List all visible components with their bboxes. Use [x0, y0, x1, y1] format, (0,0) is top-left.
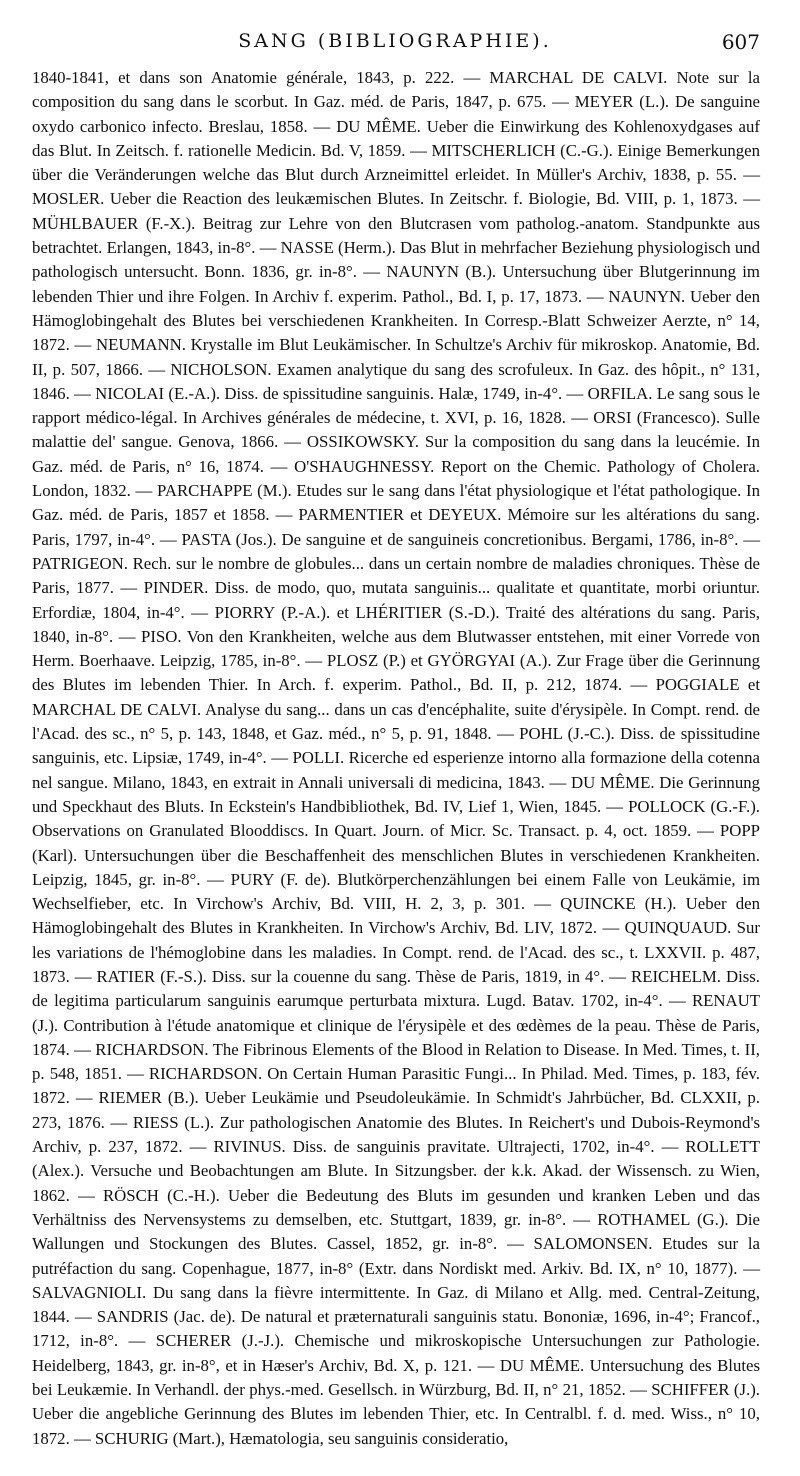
bibliography-text	[32, 66, 760, 1451]
bibliography-paragraph: 1840-1841, et dans son Anatomie générale, 1843, p. 222. — MARCHAL DE CALVI. Note sur la composition du sang dans le scorbut. In Gaz. méd. de Paris, 1847, p. 675. — MEYER (L.). De sanguine oxydo carbonico infecto. Breslau, 1858. — DU MÊME. Ueber die Einwirkung des Kohlenoxydgases auf das Blut. In Zeitsch. f. rationelle Medicin. Bd. V, 1859. — MITSCHERLICH (C.-G.). Einige Bemerkungen über die Veränderungen welche das Blut durch Arzneimittel erleidet. In Müller's Archiv, 1838, p. 55. — MOSLER. Ueber die Reaction des leukæmischen Blutes. In Zeitschr. f. Biologie, Bd. VIII, p. 1, 1873. — MÜHLBAUER (F.-X.). Beitrag zur Lehre von den Blutcrasen vom patholog.-anatom. Standpunkte aus betrachtet. Erlangen, 1843, in-8°. — NASSE (Herm.). Das Blut in mehrfacher Beziehung physiologisch und pathologisch untersucht. Bonn. 1836, gr. in-8°. — NAUNYN (B.). Untersuchung über Blutgerinnung im lebenden Thier und ihre Folgen. In Archiv f. experim. Pathol., Bd. I, p. 17, 1873. — NAUNYN. Ueber den Hämoglobingehalt des Blutes bei verschiedenen Krankheiten. In Corresp.-Blatt Schweizer Aerzte, n° 14, 1872. — NEUMANN. Krystalle im Blut Leukämischer. In Schultze's Archiv für mikroskop. Anatomie, Bd. II, p. 507, 1866. — NICHOLSON. Examen analytique du sang des scrofuleux. In Gaz. des hôpit., n° 131, 1846. — NICOLAI (E.-A.). Diss. de spissitudine sanguinis. Halæ, 1749, in-4°. — ORFILA. Le sang sous le rapport médico-légal. In Archives générales de médecine, t. XVI, p. 16, 1828. — ORSI (Francesco). Sulle malattie del' sangue. Genova, 1866. — OSSIKOWSKY. Sur la composition du sang dans la leucémie. In Gaz. méd. de Paris, n° 16, 1874. — O'SHAUGHNESSY. Report on the Chemic. Pathology of Cholera. London, 1832. — PARCHAPPE (M.). Etudes sur le sang dans l'état physiologique et l'état pathologique. In Gaz. méd. de Paris, 1857 et 1858. — PARMENTIER et DEYEUX. Mémoire sur les altérations du sang. Paris, 1797, in-4°. — PASTA (Jos.). De sanguine et de sanguineis concretionibus. Bergami, 1786, in-8°. — PATRIGEON. Rech. sur le nombre de globules... dans un certain nombre de maladies chroniques. Thèse de Paris, 1877. — PINDER. Diss. de modo, quo, mutata sanguinis... qualitate et quantitate, morbi oriuntur. Erfordiæ, 1804, in-4°. — PIORRY (P.-A.). et LHÉRITIER (S.-D.). Traité des altérations du sang. Paris, 1840, in-8°. — PISO. Von den Krankheiten, welche aus dem Blutwasser entstehen, mit einer Vorrede von Herm. Boerhaave. Leipzig, 1785, in-8°. — PLOSZ (P.) et GYÖRGYAI (A.). Zur Frage über die Gerinnung des Blutes im lebenden Thier. In Arch. f. experim. Pathol., Bd. II, p. 212, 1874. — POGGIALE et MARCHAL DE CALVI. Analyse du sang... dans un cas d'encéphalite, suite d'érysipèle. In Compt. rend. de l'Acad. des sc., n° 5, p. 143, 1848, et Gaz. méd., n° 5, p. 91, 1848. — POHL (J.-C.). Diss. de spissitudine sanguinis, etc. Lipsiæ, 1749, in-4°. — POLLI. Ricerche ed esperienze intorno alla formazione della cotenna nel sangue. Milano, 1843, en extrait in Annali universali di medicina, 1843. — DU MÊME. Die Gerinnung und Speckhaut des Bluts. In Eckstein's Handbibliothek, Bd. IV, Lief 1, Wien, 1845. — POLLOCK (G.-F.). Observations on Granulated Blooddiscs. In Quart. Journ. of Micr. Sc. Transact. p. 4, oct. 1859. — POPP (Karl). Untersuchungen über die Beschaffenheit des menschlichen Blutes in verschiedenen Krankheiten. Leipzig, 1845, gr. in-8°. — PURY (F. de). Blutkörperchenzählungen bei einem Falle von Leukämie, im Wechselfieber, etc. In Virchow's Archiv, Bd. VIII, H. 2, 3, p. 301. — QUINCKE (H.). Ueber den Hämoglobingehalt des Blutes in Krankheiten. In Virchow's Archiv, Bd. LIV, 1872. — QUINQUAUD. Sur les variations de l'hémoglobine dans les maladies. In Compt. rend. de l'Acad. des sc., t. LXXVII. p. 487, 1873. — RATIER (F.-S.). Diss. sur la couenne du sang. Thèse de Paris, 1819, in 4°. — REICHELM. Diss. de legitima particularum sanguinis earumque perturbata mixtura. Lugd. Batav. 1702, in-4°. — RENAUT (J.). Contribution à l'étude anatomique et clinique de l'érysipèle et des œdèmes de la peau. Thèse de Paris, 1874. — RICHARDSON. The Fibrinous Elements of the Blood in Relation to Disease. In Med. Times, t. II, p. 548, 1851. — RICHARDSON. On Certain Human Parasitic Fungi... In Philad. Med. Times, p. 183, fév. 1872. — RIEMER (B.). Ueber Leukämie und Pseudoleukämie. In Schmidt's Jahrbücher, Bd. CLXXII, p. 273, 1876. — RIESS (L.). Zur pathologischen Anatomie des Blutes. In Reichert's und Dubois-Reymond's Archiv, p. 237, 1872. — RIVINUS. Diss. de sanguinis pravitate. Ultrajecti, 1702, in-4°. — ROLLETT (Alex.). Versuche und Beobachtungen am Blute. In Sitzungsber. der k.k. Akad. der Wissensch. zu Wien, 1862. — RÖSCH (C.-H.). Ueber die Bedeutung des Bluts im gesunden und kranken Leben und das Verhältniss des Nervensystems zu demselben, etc. Stuttgart, 1839, gr. in-8°. — ROTHAMEL (G.). Die Wallungen und Stockungen des Blutes. Cassel, 1852, gr. in-8°. — SALOMONSEN. Etudes sur la putréfaction du sang. Copenhague, 1877, in-8° (Extr. dans Nordiskt med. Arkiv. Bd. IX, n° 10, 1877). — SALVAGNIOLI. Du sang dans la fièvre intermittente. In Gaz. di Milano et Allg. med. Central-Zeitung, 1844. — SANDRIS (Jac. de). De natural et præternaturali sanguinis statu. Bononiæ, 1696, in-4°; Francof., 1712, in-8°. — SCHERER (J.-J.). Chemische und mikroskopische Untersuchungen zur Pathologie. Heidelberg, 1843, gr. in-8°, et in Hæser's Archiv, Bd. X, p. 121. — DU MÊME. Untersuchung des Blutes bei Leukæmie. In Verhandl. der phys.-med. Gesellsch. in Würzburg, Bd. II, n° 21, 1852. — SCHIFFER (J.). Ueber die angebliche Gerinnung des Blutes im lebenden Thier, etc. In Centralbl. f. d. med. Wiss., n° 10, 1872. — SCHURIG (Mart.), Hæmatologia, seu sanguinis consideratio,	[32, 68, 760, 1448]
running-title: SANG (BIBLIOGRAPHIE).	[238, 30, 552, 52]
page-header	[30, 30, 760, 58]
page-number: 607	[721, 30, 760, 54]
